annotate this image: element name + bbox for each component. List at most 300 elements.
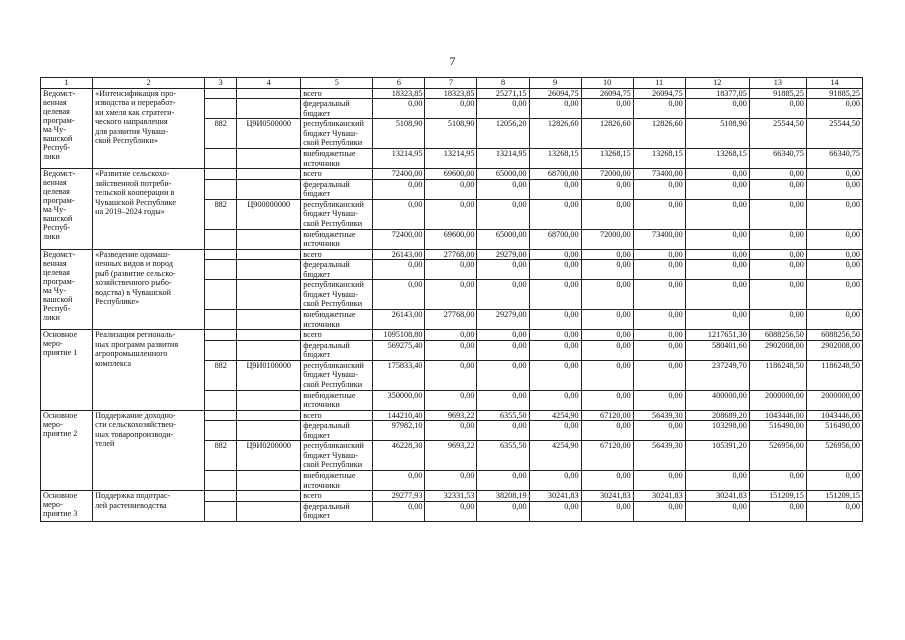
amount-cell: 0,00 <box>685 229 749 249</box>
table-row <box>41 88 863 99</box>
amount-cell: 12056,20 <box>477 119 529 149</box>
activity-type-cell: Ведомст- венная целевая програм- ма Чу- вашской Респуб- лики <box>41 249 93 330</box>
amount-cell: 12826,60 <box>633 119 685 149</box>
amount-cell: 0,00 <box>749 179 806 199</box>
executor-code-cell <box>205 390 237 410</box>
amount-cell: 0,00 <box>806 249 862 260</box>
amount-cell: 25544,50 <box>749 119 806 149</box>
budget-code-cell <box>237 179 301 199</box>
amount-cell: 6355,50 <box>477 410 529 421</box>
amount-cell: 72000,00 <box>581 229 633 249</box>
budget-code-cell <box>237 410 301 421</box>
amount-cell: 0,00 <box>425 260 477 280</box>
amount-cell: 0,00 <box>529 501 581 521</box>
amount-cell: 66340,75 <box>806 149 862 169</box>
executor-code-cell <box>205 421 237 441</box>
executor-code-cell <box>205 501 237 521</box>
header-cell: 8 <box>477 78 529 89</box>
amount-cell: 0,00 <box>477 280 529 310</box>
amount-cell: 12826,60 <box>581 119 633 149</box>
budget-code-cell <box>237 169 301 180</box>
amount-cell: 0,00 <box>685 99 749 119</box>
header-cell: 4 <box>237 78 301 89</box>
amount-cell: 26143,00 <box>373 249 425 260</box>
amount-cell: 0,00 <box>633 501 685 521</box>
funding-source-cell: федеральный бюджет <box>301 99 373 119</box>
amount-cell: 25271,15 <box>477 88 529 99</box>
amount-cell: 18323,85 <box>425 88 477 99</box>
executor-code-cell <box>205 471 237 491</box>
amount-cell: 0,00 <box>425 421 477 441</box>
funding-source-cell: всего <box>301 249 373 260</box>
amount-cell: 569275,40 <box>373 340 425 360</box>
amount-cell: 0,00 <box>373 99 425 119</box>
amount-cell: 73400,00 <box>633 229 685 249</box>
budget-table <box>40 77 863 522</box>
table-row <box>41 330 863 341</box>
header-row <box>41 78 863 89</box>
amount-cell: 0,00 <box>749 501 806 521</box>
amount-cell: 0,00 <box>477 501 529 521</box>
amount-cell: 13268,15 <box>529 149 581 169</box>
budget-code-cell <box>237 149 301 169</box>
amount-cell: 0,00 <box>633 421 685 441</box>
funding-source-cell: внебюджетные источники <box>301 149 373 169</box>
budget-code-cell <box>237 260 301 280</box>
amount-cell: 0,00 <box>749 199 806 229</box>
amount-cell: 0,00 <box>806 229 862 249</box>
amount-cell: 1186248,50 <box>806 360 862 390</box>
funding-source-cell: республиканский бюджет Чуваш-ской Республики <box>301 280 373 310</box>
funding-source-cell: республиканский бюджет Чуваш-ской Республики <box>301 360 373 390</box>
amount-cell: 0,00 <box>529 390 581 410</box>
amount-cell: 103298,00 <box>685 421 749 441</box>
amount-cell: 13214,95 <box>477 149 529 169</box>
funding-source-cell: внебюджетные источники <box>301 310 373 330</box>
amount-cell: 0,00 <box>806 99 862 119</box>
amount-cell: 0,00 <box>373 260 425 280</box>
funding-source-cell: внебюджетные источники <box>301 471 373 491</box>
amount-cell: 0,00 <box>425 390 477 410</box>
amount-cell: 38208,19 <box>477 491 529 502</box>
amount-cell: 0,00 <box>581 501 633 521</box>
amount-cell: 0,00 <box>633 390 685 410</box>
amount-cell: 1186248,50 <box>749 360 806 390</box>
amount-cell: 0,00 <box>685 179 749 199</box>
amount-cell: 0,00 <box>425 99 477 119</box>
amount-cell: 0,00 <box>529 340 581 360</box>
amount-cell: 27768,00 <box>425 249 477 260</box>
amount-cell: 9693,22 <box>425 410 477 421</box>
amount-cell: 29279,00 <box>477 310 529 330</box>
executor-code-cell: 882 <box>205 441 237 471</box>
amount-cell: 26143,00 <box>373 310 425 330</box>
header-cell: 7 <box>425 78 477 89</box>
amount-cell: 0,00 <box>806 310 862 330</box>
budget-code-cell <box>237 421 301 441</box>
amount-cell: 0,00 <box>581 199 633 229</box>
amount-cell: 1095108,80 <box>373 330 425 341</box>
program-name-cell: «Разведение одомаш- ненных видов и пород рыб (развитие сельско- хозяйственного рыбо- водства) в Чувашской Республике» <box>93 249 205 330</box>
amount-cell: 0,00 <box>633 471 685 491</box>
amount-cell: 0,00 <box>425 199 477 229</box>
amount-cell: 29279,00 <box>477 249 529 260</box>
amount-cell: 0,00 <box>477 260 529 280</box>
amount-cell: 0,00 <box>529 260 581 280</box>
funding-source-cell: федеральный бюджет <box>301 179 373 199</box>
funding-source-cell: федеральный бюджет <box>301 260 373 280</box>
amount-cell: 2902008,00 <box>806 340 862 360</box>
amount-cell: 0,00 <box>806 280 862 310</box>
budget-code-cell <box>237 471 301 491</box>
amount-cell: 69600,00 <box>425 229 477 249</box>
amount-cell: 0,00 <box>529 179 581 199</box>
executor-code-cell <box>205 169 237 180</box>
amount-cell: 0,00 <box>425 360 477 390</box>
executor-code-cell <box>205 330 237 341</box>
budget-code-cell <box>237 229 301 249</box>
table-row <box>41 249 863 260</box>
amount-cell: 0,00 <box>425 179 477 199</box>
executor-code-cell <box>205 249 237 260</box>
executor-code-cell: 882 <box>205 360 237 390</box>
funding-source-cell: внебюджетные источники <box>301 229 373 249</box>
amount-cell: 29277,93 <box>373 491 425 502</box>
amount-cell: 237249,70 <box>685 360 749 390</box>
amount-cell: 0,00 <box>633 99 685 119</box>
table-row <box>41 169 863 180</box>
program-name-cell: «Развитие сельскохо- зяйственной потреби- тельской кооперации в Чувашской Республике на 2019–2024 годы» <box>93 169 205 250</box>
amount-cell: 32331,53 <box>425 491 477 502</box>
amount-cell: 91885,25 <box>749 88 806 99</box>
amount-cell: 0,00 <box>581 179 633 199</box>
program-name-cell: «Интенсификация про- изводства и переработ- ки хмеля как стратеги- ческого направления для развития Чуваш- ской Республики» <box>93 88 205 169</box>
amount-cell: 0,00 <box>749 99 806 119</box>
amount-cell: 0,00 <box>581 99 633 119</box>
executor-code-cell <box>205 280 237 310</box>
amount-cell: 0,00 <box>373 501 425 521</box>
executor-code-cell: 882 <box>205 199 237 229</box>
amount-cell: 580401,60 <box>685 340 749 360</box>
amount-cell: 4254,90 <box>529 410 581 421</box>
amount-cell: 4254,90 <box>529 441 581 471</box>
budget-code-cell <box>237 491 301 502</box>
header-cell: 9 <box>529 78 581 89</box>
amount-cell: 0,00 <box>633 249 685 260</box>
amount-cell: 67120,00 <box>581 410 633 421</box>
executor-code-cell: 882 <box>205 119 237 149</box>
amount-cell: 18323,85 <box>373 88 425 99</box>
budget-code-cell: Ц900000000 <box>237 199 301 229</box>
budget-code-cell: Ц9И0200000 <box>237 441 301 471</box>
header-cell: 13 <box>749 78 806 89</box>
amount-cell: 6088256,50 <box>749 330 806 341</box>
amount-cell: 0,00 <box>633 310 685 330</box>
amount-cell: 0,00 <box>477 340 529 360</box>
activity-type-cell: Основное меро- приятие 1 <box>41 330 93 411</box>
activity-type-cell: Ведомст- венная целевая програм- ма Чу- вашской Респуб- лики <box>41 169 93 250</box>
amount-cell: 0,00 <box>477 99 529 119</box>
amount-cell: 0,00 <box>806 501 862 521</box>
funding-source-cell: республиканский бюджет Чуваш-ской Республики <box>301 441 373 471</box>
header-cell: 3 <box>205 78 237 89</box>
budget-code-cell: Ц9И0100000 <box>237 360 301 390</box>
amount-cell: 56439,30 <box>633 410 685 421</box>
amount-cell: 0,00 <box>477 360 529 390</box>
table-row <box>41 491 863 502</box>
amount-cell: 0,00 <box>685 501 749 521</box>
amount-cell: 26094,75 <box>633 88 685 99</box>
amount-cell: 0,00 <box>749 260 806 280</box>
amount-cell: 0,00 <box>529 360 581 390</box>
amount-cell: 18377,05 <box>685 88 749 99</box>
activity-type-cell: Основное меро- приятие 3 <box>41 491 93 522</box>
amount-cell: 0,00 <box>477 179 529 199</box>
header-cell: 6 <box>373 78 425 89</box>
funding-source-cell: внебюджетные источники <box>301 390 373 410</box>
budget-code-cell: Ц9И0500000 <box>237 119 301 149</box>
amount-cell: 56439,30 <box>633 441 685 471</box>
budget-code-cell <box>237 390 301 410</box>
amount-cell: 0,00 <box>749 471 806 491</box>
amount-cell: 0,00 <box>685 199 749 229</box>
amount-cell: 0,00 <box>529 471 581 491</box>
executor-code-cell <box>205 149 237 169</box>
amount-cell: 0,00 <box>477 421 529 441</box>
amount-cell: 0,00 <box>529 421 581 441</box>
amount-cell: 144210,40 <box>373 410 425 421</box>
amount-cell: 0,00 <box>633 280 685 310</box>
amount-cell: 0,00 <box>806 471 862 491</box>
amount-cell: 0,00 <box>806 179 862 199</box>
amount-cell: 0,00 <box>373 471 425 491</box>
amount-cell: 0,00 <box>581 330 633 341</box>
amount-cell: 0,00 <box>685 249 749 260</box>
amount-cell: 0,00 <box>477 199 529 229</box>
amount-cell: 5108,90 <box>425 119 477 149</box>
amount-cell: 0,00 <box>529 330 581 341</box>
amount-cell: 350000,00 <box>373 390 425 410</box>
amount-cell: 68700,00 <box>529 169 581 180</box>
amount-cell: 68700,00 <box>529 229 581 249</box>
budget-code-cell <box>237 280 301 310</box>
amount-cell: 151209,15 <box>749 491 806 502</box>
amount-cell: 0,00 <box>633 330 685 341</box>
amount-cell: 13268,15 <box>633 149 685 169</box>
budget-code-cell <box>237 501 301 521</box>
program-name-cell: Поддержание доходно- сти сельскохозяйствен- ных товаропроизводи- телей <box>93 410 205 491</box>
amount-cell: 2000000,00 <box>749 390 806 410</box>
amount-cell: 516490,00 <box>749 421 806 441</box>
executor-code-cell <box>205 260 237 280</box>
amount-cell: 0,00 <box>529 280 581 310</box>
executor-code-cell <box>205 410 237 421</box>
header-cell: 11 <box>633 78 685 89</box>
amount-cell: 0,00 <box>633 260 685 280</box>
amount-cell: 72400,00 <box>373 169 425 180</box>
header-cell: 1 <box>41 78 93 89</box>
header-cell: 10 <box>581 78 633 89</box>
amount-cell: 30241,83 <box>529 491 581 502</box>
activity-type-cell: Ведомст- венная целевая програм- ма Чу- вашской Респуб- лики <box>41 88 93 169</box>
amount-cell: 1043446,00 <box>806 410 862 421</box>
funding-source-cell: всего <box>301 330 373 341</box>
header-cell: 14 <box>806 78 862 89</box>
header-cell: 12 <box>685 78 749 89</box>
executor-code-cell <box>205 229 237 249</box>
amount-cell: 9693,22 <box>425 441 477 471</box>
amount-cell: 0,00 <box>685 280 749 310</box>
amount-cell: 0,00 <box>685 169 749 180</box>
budget-code-cell <box>237 330 301 341</box>
amount-cell: 0,00 <box>477 330 529 341</box>
amount-cell: 65000,00 <box>477 229 529 249</box>
amount-cell: 0,00 <box>685 310 749 330</box>
amount-cell: 0,00 <box>373 199 425 229</box>
amount-cell: 0,00 <box>633 179 685 199</box>
amount-cell: 0,00 <box>425 330 477 341</box>
amount-cell: 12826,60 <box>529 119 581 149</box>
amount-cell: 0,00 <box>581 471 633 491</box>
amount-cell: 2000000,00 <box>806 390 862 410</box>
activity-type-cell: Основное меро- приятие 2 <box>41 410 93 491</box>
amount-cell: 0,00 <box>581 280 633 310</box>
amount-cell: 0,00 <box>581 360 633 390</box>
funding-source-cell: всего <box>301 491 373 502</box>
amount-cell: 5108,90 <box>373 119 425 149</box>
funding-source-cell: республиканский бюджет Чуваш-ской Республики <box>301 199 373 229</box>
amount-cell: 0,00 <box>633 199 685 229</box>
budget-code-cell <box>237 88 301 99</box>
amount-cell: 0,00 <box>581 310 633 330</box>
amount-cell: 0,00 <box>633 340 685 360</box>
amount-cell: 27768,00 <box>425 310 477 330</box>
table-row <box>41 410 863 421</box>
header-cell: 5 <box>301 78 373 89</box>
amount-cell: 526956,00 <box>806 441 862 471</box>
amount-cell: 72000,00 <box>581 169 633 180</box>
amount-cell: 5108,90 <box>685 119 749 149</box>
budget-code-cell <box>237 310 301 330</box>
amount-cell: 13268,15 <box>581 149 633 169</box>
amount-cell: 0,00 <box>749 310 806 330</box>
amount-cell: 0,00 <box>581 260 633 280</box>
amount-cell: 526956,00 <box>749 441 806 471</box>
executor-code-cell <box>205 310 237 330</box>
amount-cell: 0,00 <box>806 199 862 229</box>
amount-cell: 46228,30 <box>373 441 425 471</box>
budget-code-cell <box>237 249 301 260</box>
amount-cell: 0,00 <box>425 280 477 310</box>
funding-source-cell: всего <box>301 88 373 99</box>
amount-cell: 30241,83 <box>685 491 749 502</box>
amount-cell: 0,00 <box>685 471 749 491</box>
executor-code-cell <box>205 99 237 119</box>
funding-source-cell: всего <box>301 410 373 421</box>
amount-cell: 97982,10 <box>373 421 425 441</box>
amount-cell: 0,00 <box>373 280 425 310</box>
amount-cell: 30241,83 <box>581 491 633 502</box>
header-cell: 2 <box>93 78 205 89</box>
amount-cell: 0,00 <box>477 390 529 410</box>
amount-cell: 0,00 <box>373 179 425 199</box>
amount-cell: 0,00 <box>425 501 477 521</box>
amount-cell: 1217651,30 <box>685 330 749 341</box>
funding-source-cell: федеральный бюджет <box>301 421 373 441</box>
amount-cell: 0,00 <box>581 390 633 410</box>
amount-cell: 516490,00 <box>806 421 862 441</box>
amount-cell: 26094,75 <box>529 88 581 99</box>
program-name-cell: Реализация региональ- ных программ развития агропромышленного комплекса <box>93 330 205 411</box>
amount-cell: 151209,15 <box>806 491 862 502</box>
amount-cell: 0,00 <box>425 471 477 491</box>
amount-cell: 175833,40 <box>373 360 425 390</box>
amount-cell: 0,00 <box>425 340 477 360</box>
executor-code-cell <box>205 88 237 99</box>
amount-cell: 6355,50 <box>477 441 529 471</box>
amount-cell: 1043446,00 <box>749 410 806 421</box>
amount-cell: 26094,75 <box>581 88 633 99</box>
amount-cell: 6088256,50 <box>806 330 862 341</box>
program-name-cell: Поддержка подотрас- лей растениеводства <box>93 491 205 522</box>
amount-cell: 72400,00 <box>373 229 425 249</box>
amount-cell: 0,00 <box>749 280 806 310</box>
executor-code-cell <box>205 340 237 360</box>
amount-cell: 2902008,00 <box>749 340 806 360</box>
amount-cell: 0,00 <box>749 229 806 249</box>
table-body <box>41 78 863 522</box>
amount-cell: 0,00 <box>581 421 633 441</box>
amount-cell: 67120,00 <box>581 441 633 471</box>
amount-cell: 400000,00 <box>685 390 749 410</box>
budget-code-cell <box>237 340 301 360</box>
amount-cell: 65000,00 <box>477 169 529 180</box>
funding-source-cell: федеральный бюджет <box>301 340 373 360</box>
funding-source-cell: республиканский бюджет Чуваш-ской Республики <box>301 119 373 149</box>
amount-cell: 25544,50 <box>806 119 862 149</box>
amount-cell: 0,00 <box>633 360 685 390</box>
amount-cell: 105391,20 <box>685 441 749 471</box>
amount-cell: 69600,00 <box>425 169 477 180</box>
amount-cell: 0,00 <box>685 260 749 280</box>
amount-cell: 91885,25 <box>806 88 862 99</box>
amount-cell: 0,00 <box>529 99 581 119</box>
amount-cell: 0,00 <box>749 249 806 260</box>
amount-cell: 0,00 <box>529 199 581 229</box>
amount-cell: 0,00 <box>581 249 633 260</box>
amount-cell: 13268,15 <box>685 149 749 169</box>
executor-code-cell <box>205 179 237 199</box>
amount-cell: 66340,75 <box>749 149 806 169</box>
executor-code-cell <box>205 491 237 502</box>
amount-cell: 13214,95 <box>425 149 477 169</box>
page-number: 7 <box>449 54 456 68</box>
amount-cell: 0,00 <box>529 249 581 260</box>
budget-code-cell <box>237 99 301 119</box>
amount-cell: 0,00 <box>749 169 806 180</box>
amount-cell: 0,00 <box>581 340 633 360</box>
amount-cell: 30241,83 <box>633 491 685 502</box>
amount-cell: 0,00 <box>806 260 862 280</box>
amount-cell: 0,00 <box>477 471 529 491</box>
funding-source-cell: всего <box>301 169 373 180</box>
amount-cell: 208689,20 <box>685 410 749 421</box>
funding-source-cell: федеральный бюджет <box>301 501 373 521</box>
amount-cell: 73400,00 <box>633 169 685 180</box>
amount-cell: 0,00 <box>529 310 581 330</box>
amount-cell: 0,00 <box>806 169 862 180</box>
amount-cell: 13214,95 <box>373 149 425 169</box>
